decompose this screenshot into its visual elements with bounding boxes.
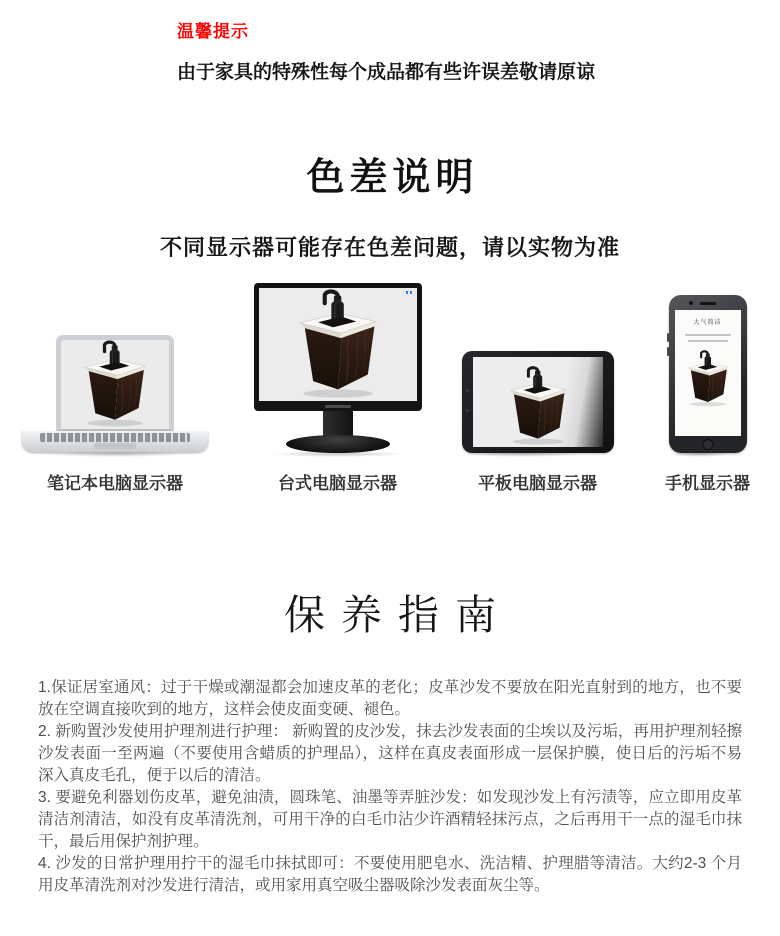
tablet-camera-dot	[466, 389, 469, 392]
tablet-button-dot	[466, 409, 469, 412]
care-item-4: 4. 沙发的日常护理用拧干的湿毛巾抹拭即可：不要使用肥皂水、洗洁精、护理腊等清洁。大约2-3 个月用皮革清洗剂对沙发进行清洁，或用家用真空吸尘器吸除沙发表面灰尘等。	[38, 855, 742, 894]
phone-screen-title: 大气简洁	[693, 320, 722, 326]
device-comparison-row	[0, 312, 780, 494]
laptop-trackpad	[94, 443, 136, 449]
tablet-screen	[473, 357, 603, 447]
device-phone	[650, 295, 765, 494]
care-item-3: 3. 要避免利器划伤皮革，避免油渍，圆珠笔、油墨等弄脏沙发：如发现沙发上有污渍等，应立即用皮革清洁剂清洁，如没有皮革清洗剂，可用干净的白毛巾沾少许酒精轻抹污点，之后再用干一点的湿毛巾抹干，最后用保护剂护理。	[38, 789, 742, 850]
monitor-illustration	[254, 283, 422, 457]
product-image	[500, 363, 576, 447]
phone-screen-textline	[685, 334, 731, 336]
monitor-screen	[259, 288, 417, 401]
care-guide-title: 保养指南	[284, 592, 512, 638]
phone-illustration	[669, 295, 747, 457]
laptop-label: 笔记本电脑显示器	[47, 474, 183, 493]
monitor-shadow	[270, 451, 404, 457]
phone-home-button	[702, 439, 713, 450]
monitor-brand-logo	[325, 405, 351, 408]
phone-screen-textline	[688, 340, 728, 342]
phone-label: 手机显示器	[665, 474, 750, 493]
laptop-screen	[56, 335, 174, 431]
care-item-1: 1.保证居室通风：过于干燥或潮湿都会加速皮革的老化；皮革沙发不要放在阳光直射到的地方，也不要放在空调直接吹到的地方，这样会使皮面变硬、褪色。	[38, 679, 742, 718]
laptop-keyboard-deck	[21, 431, 209, 453]
device-tablet	[460, 351, 615, 494]
tablet-body	[462, 351, 614, 453]
laptop-illustration	[21, 335, 209, 457]
product-image	[282, 288, 394, 401]
product-image	[72, 337, 158, 429]
laptop-shadow	[40, 451, 190, 457]
phone-earpiece	[700, 302, 716, 305]
phone-camera-dot	[689, 301, 693, 305]
device-monitor	[245, 283, 430, 494]
phone-side-button	[667, 347, 669, 356]
tablet-label: 平板电脑显示器	[478, 474, 597, 493]
device-laptop	[20, 335, 210, 494]
phone-body	[669, 295, 747, 453]
phone-side-button	[667, 333, 669, 342]
notice-text: 由于家具的特殊性每个成品都有些许误差敬请原谅	[177, 62, 596, 83]
product-image	[681, 348, 735, 408]
color-diff-subtitle: 不同显示器可能存在色差问题，请以实物为准	[159, 235, 620, 260]
monitor-osd-icons	[406, 291, 413, 294]
monitor-frame	[254, 283, 422, 411]
phone-screen	[675, 310, 741, 436]
color-diff-title: 色差说明	[306, 157, 479, 199]
laptop-keys	[40, 433, 190, 442]
care-guide-text	[38, 677, 742, 897]
monitor-label: 台式电脑显示器	[278, 474, 397, 493]
notice-label: 温馨提示	[177, 22, 249, 41]
notice-section	[177, 0, 603, 84]
tablet-illustration	[462, 351, 614, 457]
care-item-2: 2. 新购置沙发使用护理剂进行护理： 新购置的皮沙发，抹去沙发表面的尘埃以及污垢，再用护理剂轻擦沙发表面一至两遍（不要使用含蜡质的护理品），这样在真皮表面形成一层保护膜，使日后的污垢不易深入真皮毛孔，便于以后的清洁。	[38, 723, 742, 784]
